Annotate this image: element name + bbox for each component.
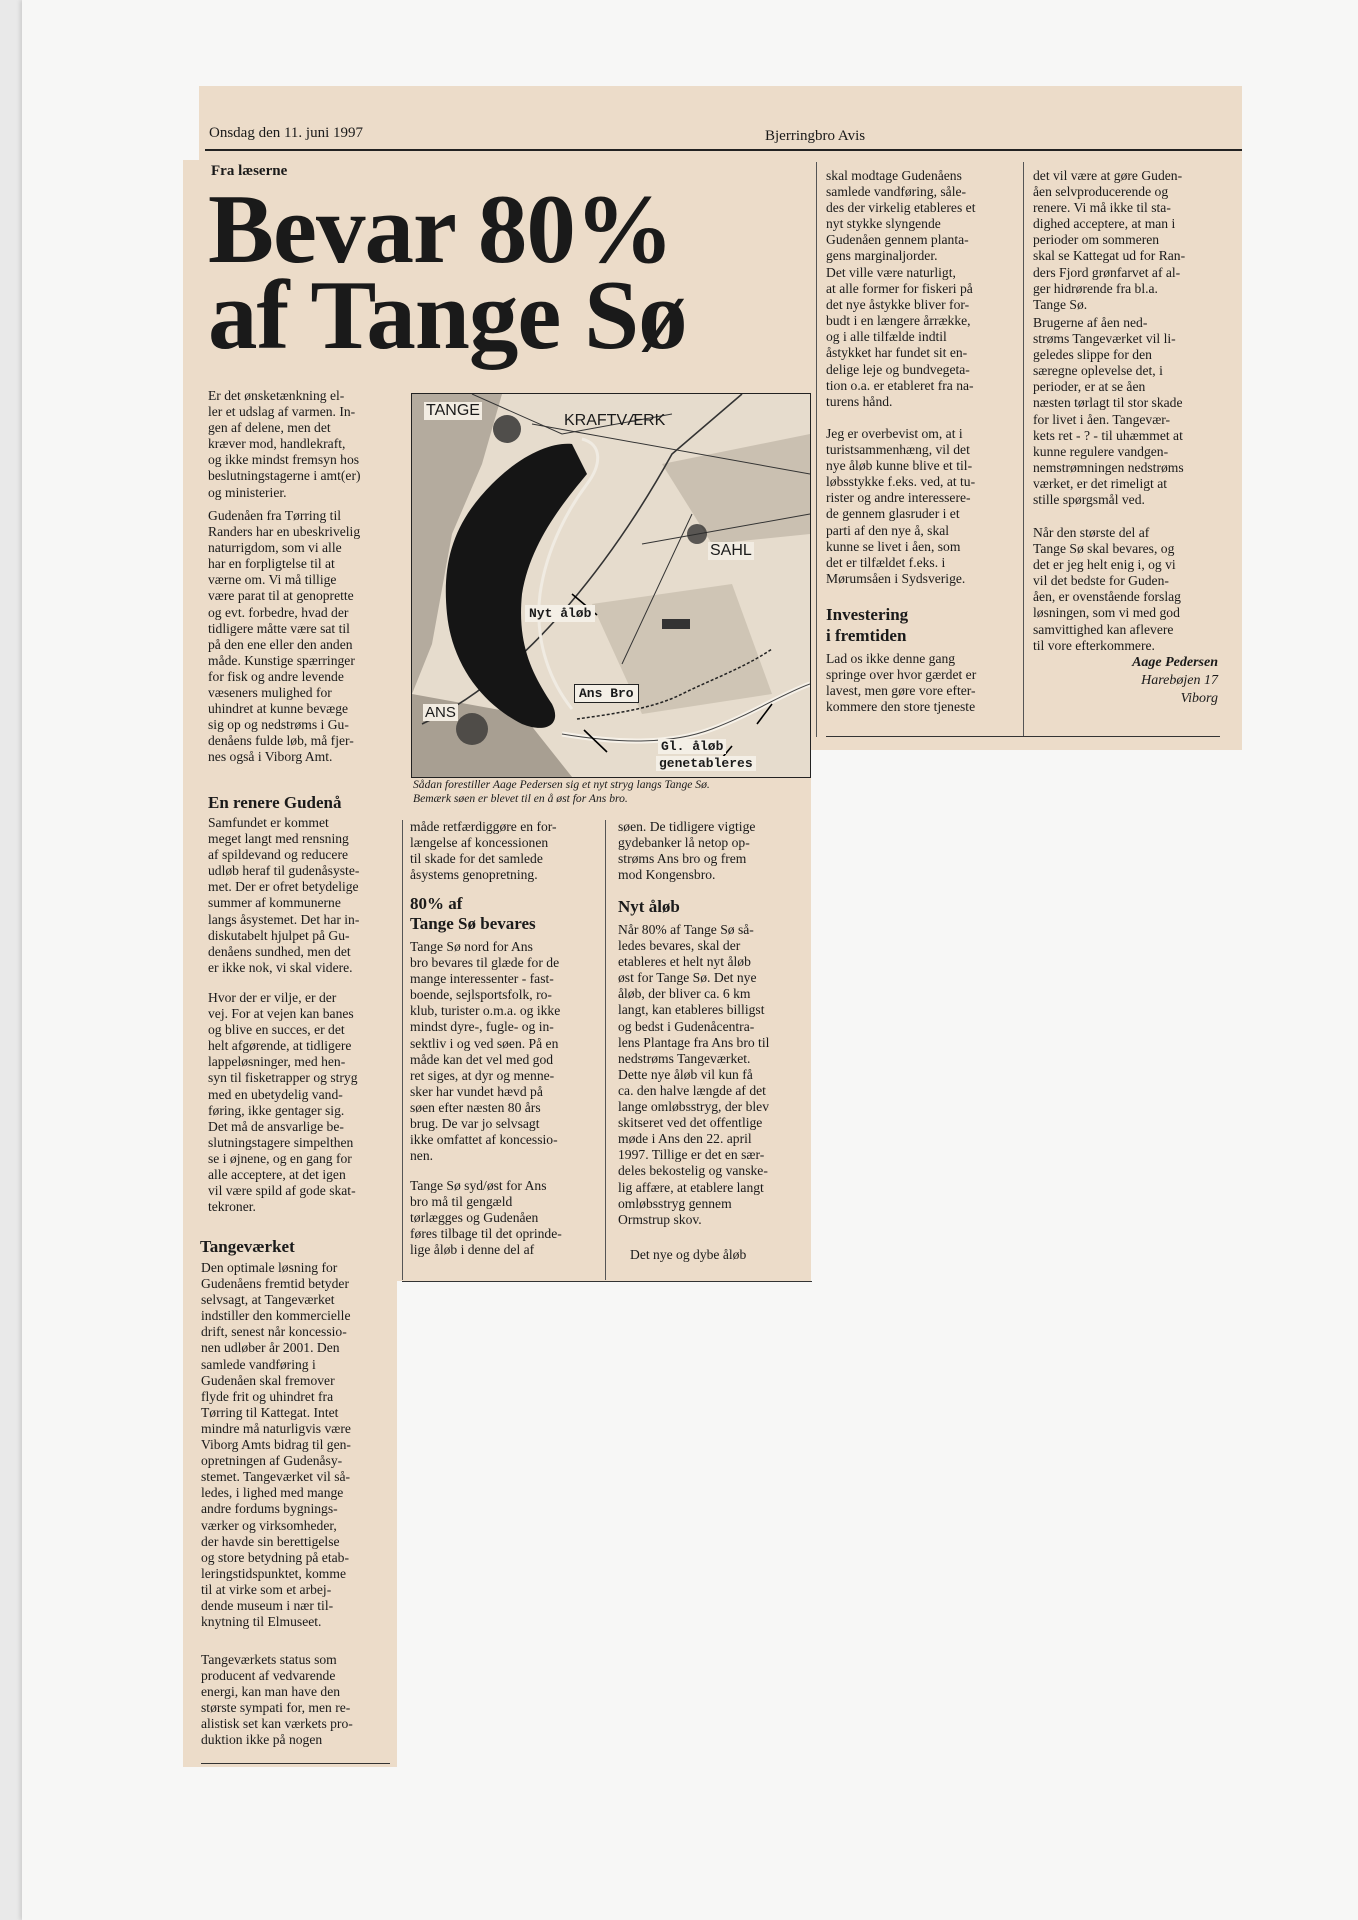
map-label-ans-bro: Ans Bro [574, 684, 639, 703]
header-paper: Bjerringbro Avis [765, 128, 866, 144]
author-name: Aage Pedersen [1132, 655, 1218, 670]
header-rule [205, 149, 1242, 151]
col1-p6: Tangeværkets status som producent af vedvarende energi, kan man have den største sympati for, men re- alistisk set kan værkets pro- duktion ikke på nogen [201, 1652, 353, 1748]
map-caption-line2: Bemærk søen er blevet til en å øst for Ans bro. [413, 792, 628, 805]
map-caption-line1: Sådan forestiller Aage Pedersen sig et nyt stryg langs Tange Sø. [413, 778, 710, 791]
col2-p2: Tange Sø nord for Ans bro bevares til glæde for de mange interessenter - fast- boende, sejlsportsfolk, ro- klub, turister o.m.a. og ikke mindst dyre-, fugle- og in- sektliv i og ved søen. På en måde kan det vel med god ret siges, at dyr og menne- sker har vundet hævd på søen efter næsten 80 års brug. De var jo selvsagt ikke omfattet af koncessio- nen. [410, 939, 561, 1164]
col3top-p2: Det ville være naturligt, at alle former for fiskeri på det nye åstykke bliver for- budt i en længere årrække, og i alle tilfælde indtil åstykket har fundet sit en- delige leje og bundvegeta- tion o.a. er etableret fra na- turens hånd. [826, 265, 974, 409]
col3-p3: Det nye og dybe åløb [630, 1247, 747, 1262]
map-label-tange: TANGE [426, 402, 480, 419]
map-label-nyt-alob: Nyt åløb [525, 605, 595, 622]
col2-p3: Tange Sø syd/øst for Ans bro må til gengæld tørlægges og Gudenåen føres tilbage til det oprinde- lige åløb i denne del af [410, 1178, 562, 1258]
map-figure [411, 393, 811, 778]
col1-end-rule [201, 1763, 390, 1764]
headline-line2: af Tange Sø [208, 261, 687, 370]
subheading-nyt-alob: Nyt åløb [618, 897, 680, 916]
col4-p3: Når den største del af Tange Sø skal bevares, og det er jeg helt enig i, og vi vil det bedste for Guden- åen, er ovenstående forslag løsningen, som vi med god samvittighed kan aflevere til vore efterkommere. [1033, 525, 1181, 653]
col3-p2: Når 80% af Tange Sø så- ledes bevares, skal der etableres et helt nyt åløb øst for Tange Sø. Det nye åløb, der bliver ca. 6 km langt, kan etableres billigst og bedst i Gudenåcentra- lens Plantage fra Ans bro til nedstrøms Tangeværket. Dette nye åløb vil kun få ca. den halve længde af det lange omløbsstryg, der blev skitseret ved det offentlige møde i Ans den 22. april 1997. Tillige er det en sær- deles bekostelig og vanske- lig affære, at etablere langt omløbsstryg gennem Ormstrup skov. [618, 922, 770, 1227]
map-drawing [412, 394, 810, 777]
author-address-street: Harebøjen 17 [1141, 673, 1218, 688]
col4-p2: Brugerne af åen ned- strøms Tangeværket vil li- geledes slippe for den særegne oplevelse det, i perioder, er at se åen næsten tørlagt til stor skade for livet i åen. Tangevær- kets ret - ? - til uhæmmet at kunne regulere vandgen- nemstrømningen nedstrøms værket, er det rimeligt at stille spørgsmål ved. [1033, 315, 1184, 508]
subheading-investering-line2: i fremtiden [826, 626, 907, 645]
map-label-kraftvaerk: KRAFTVÆRK [564, 412, 666, 429]
lower-section-rule [402, 1281, 812, 1282]
headline-line1: Bevar 80% [208, 175, 673, 284]
col1-intro: Er det ønsketænkning el- ler et udslag af varmen. In- gen af delene, men det kræver mod, handlekraft, og ikke mindst fremsyn hos beslutningstagerne i amt(er) og ministerier. [208, 388, 361, 500]
map-label-genetableres: genetableres [656, 756, 756, 771]
col3top-p4: Lad os ikke denne gang springe over hvor gærdet er lavest, men gøre vore efter- kommere den store tjeneste [826, 651, 977, 715]
col3top-p3: Jeg er overbevist om, at i turistsammenhæng, vil det nye åløb kunne blive et til- løbsstykke f.eks. ved, at tu- rister og andre interessere- de gennem glasruder i et parti af den nye å, skal kunne se livet i åen, som det er tilfældet f.eks. i Mørumsåen i Sydsverige. [826, 426, 976, 586]
subheading-en-renere-gudena: En renere Gudenå [208, 793, 342, 812]
col3top-p1: skal modtage Gudenåens samlede vandføring, såle- des der virkelig etableres et nyt stykke slyngende Gudenåen gennem planta- gens marginaljorder. [826, 168, 976, 264]
map-label-sahl: SAHL [710, 542, 752, 559]
clipping-left-strip [183, 160, 203, 760]
header-date: Onsdag den 11. juni 1997 [209, 125, 364, 141]
subheading-tangevaerket: Tangeværket [200, 1237, 295, 1256]
col1-p3: Samfundet er kommet meget langt med rensning af spildevand og reducere udløb heraf til gudenåsyste- met. Der er ofret betydelige summer af kommunerne langs åsystemet. Det har in- diskutabelt hjulpet på Gu- denåens sundhed, men det er ikke nok, vi skal videre. [208, 815, 360, 975]
subheading-investering-line1: Investering [826, 605, 909, 624]
right-section-rule [826, 736, 1220, 737]
author-address-city: Viborg [1180, 691, 1218, 706]
kicker: Fra læserne [211, 163, 288, 179]
col3-p1: søen. De tidligere vigtige gydebanker lå netop op- strøms Ans bro og frem mod Kongensbro. [618, 819, 756, 883]
col-divider-2 [605, 820, 606, 1280]
col-divider-1 [402, 820, 403, 1280]
col2-p1: måde retfærdiggøre en for- længelse af koncessionen til skade for det samlede åsystems genopretning. [410, 819, 557, 883]
col1-p4: Hvor der er vilje, er der vej. For at vejen kan banes og blive en succes, er det helt afgørende, at tidligere lappeløsninger, med hen- syn til fisketrapper og stryg med en ubetydelig vand- føring, ikke gentager sig. Det må de ansvarlige be- slutningstagere simpelthen se i øjnene, og en gang for alle acceptere, at det igen vil være spild af gode skat- tekroner. [208, 990, 358, 1215]
col1-p5: Den optimale løsning for Gudenåens fremtid betyder selvsagt, at Tangeværket indstiller den kommercielle drift, senest når koncessio- nen udløber år 2001. Den samlede vandføring i Gudenåen skal fremover flyde frit og uhindret fra Tørring til Kattegat. Intet mindre må naturligvis være Viborg Amts bidrag til gen- opretningen af Gudenåsy- stemet. Tangeværket vil så- ledes, i lighed med mange andre fordums bygnings- værker og virksomheder, der havde sin berettigelse og store betydning på etab- leringstidspunktet, komme til at virke som et arbej- dende museum i nær til- knytning til Elmuseet. [201, 1260, 351, 1630]
col-divider-3 [816, 162, 817, 737]
col-divider-4 [1023, 162, 1024, 737]
subheading-80-af-line1: 80% af [410, 894, 463, 913]
subheading-80-af-line2: Tange Sø bevares [410, 914, 536, 933]
map-label-ans: ANS [425, 704, 456, 721]
col4-p1: det vil være at gøre Guden- åen selvproducerende og renere. Vi må ikke til sta- dighed acceptere, at man i perioder om sommeren skal se Kattegat ud for Ran- ders Fjord grønfarvet af al- ger hidrørende fra bl.a. Tange Sø. [1033, 168, 1186, 312]
col1-p2: Gudenåen fra Tørring til Randers har en ubeskrivelig naturrigdom, som vi alle har en forpligtelse til at værne om. Vi må tillige være parat til at genoprette og evt. forbedre, hvad der tidligere måtte være sat til på den ene eller den anden måde. Kunstige spærringer for fisk og andre levende væseners mulighed for uhindret at kunne bevæge sig op og nedstrøms i Gu- denåens fulde løb, må fjer- nes også i Viborg Amt. [208, 508, 361, 765]
map-label-gl-alob: Gl. åløb [658, 739, 726, 754]
